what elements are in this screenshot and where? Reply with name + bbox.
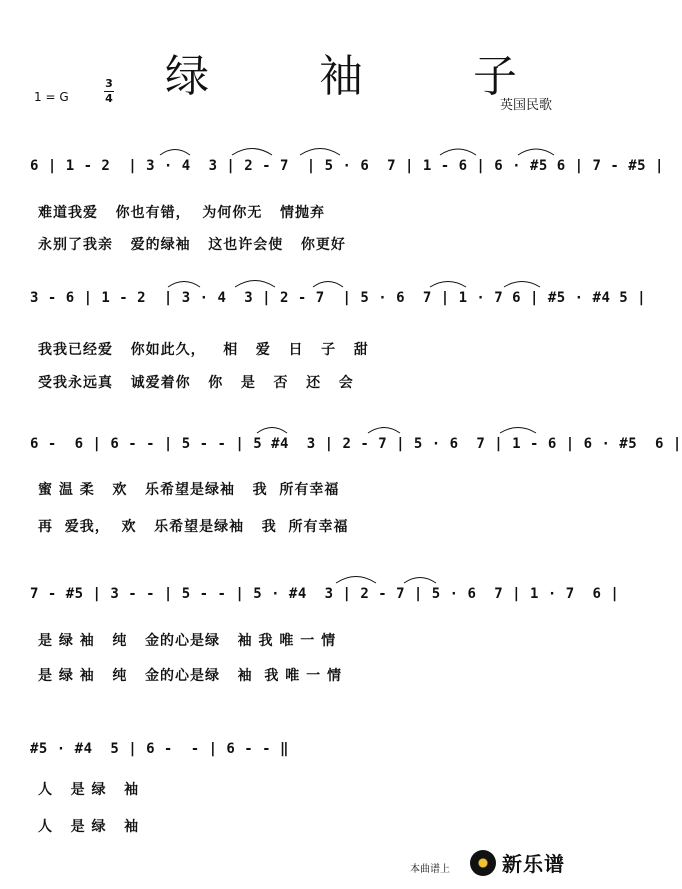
time-signature-bottom: 4 (105, 92, 113, 105)
notation-line-3: 6 - 6 | 6 - - | 5 - - | 5 #4 3 | 2 - 7 | 5 · 6 7 | 1 - 6 | 6 · #5 6 | (30, 436, 682, 452)
lyric-line-5-verse-1: 人 是 绿 袖 (38, 782, 140, 798)
song-title: 绿 袖 子 (165, 51, 565, 102)
site-logo[interactable] (470, 848, 565, 877)
notation-line-2: 3 - 6 | 1 - 2 | 3 · 4 3 | 2 - 7 | 5 · 6 7 | 1 · 7 6 | #5 · #4 5 | (30, 290, 647, 306)
composer-label: 英国民歌 (500, 98, 553, 113)
notation-line-1: 6 | 1 - 2 | 3 · 4 3 | 2 - 7 | 5 · 6 7 | 1 - 6 | 6 · #5 6 | 7 - #5 | (30, 158, 664, 174)
notation-line-5: #5 · #4 5 | 6 - - | 6 - - ‖ (30, 741, 289, 757)
lyric-line-2-verse-1: 我我已经爱 你如此久， 相 爱 日 子 甜 (38, 342, 369, 358)
lyric-line-4-verse-1: 是 绿 袖 纯 金的心是绿 袖 我 唯 一 情 (38, 633, 337, 649)
notation-line-4: 7 - #5 | 3 - - | 5 - - | 5 · #4 3 | 2 - 7 | 5 · 6 7 | 1 · 7 6 | (30, 586, 620, 602)
key-signature: 1 = G (34, 90, 69, 104)
lyric-line-3-verse-1: 蜜 温 柔 欢 乐希望是绿袖 我 所有幸福 (38, 482, 340, 498)
lyric-line-4-verse-2: 是 绿 袖 纯 金的心是绿 袖 我 唯 一 情 (38, 668, 342, 684)
footer-note: 本曲谱上 (410, 864, 450, 875)
lyric-line-2-verse-2: 受我永远真 诚爱着你 你 是 否 还 会 (38, 375, 354, 391)
logo-text: 新乐谱 (502, 852, 565, 876)
time-signature (104, 78, 114, 105)
disc-icon (470, 850, 496, 876)
lyric-line-5-verse-2: 人 是 绿 袖 (38, 819, 140, 835)
lyric-line-3-verse-2: 再 爱我， 欢 乐希望是绿袖 我 所有幸福 (38, 519, 349, 535)
time-signature-top: 3 (105, 77, 113, 90)
lyric-line-1-verse-2: 永别了我亲 爱的绿袖 这也许会使 你更好 (38, 237, 346, 253)
lyric-line-1-verse-1: 难道我爱 你也有错， 为何你无 情抛弃 (38, 205, 325, 221)
